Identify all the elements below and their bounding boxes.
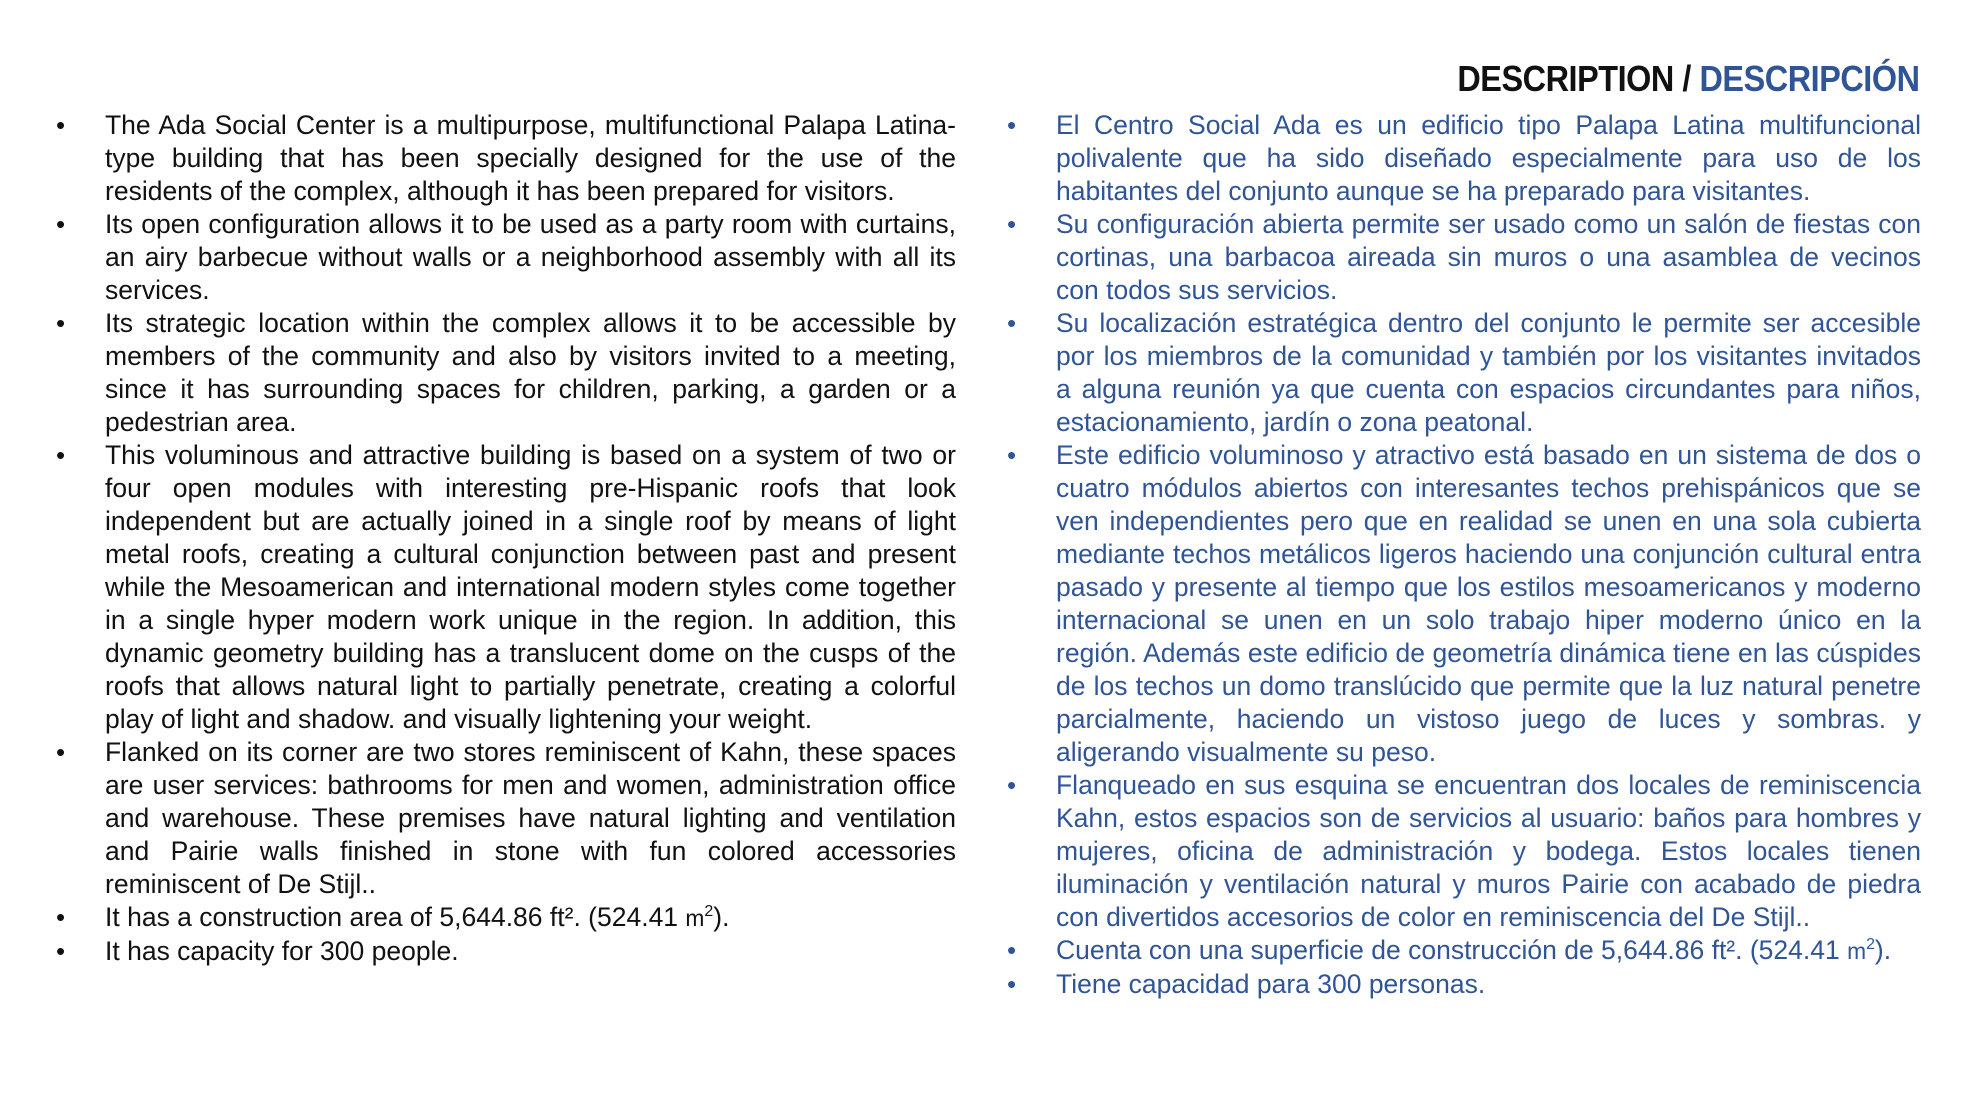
spanish-description-list bbox=[1007, 109, 1921, 1001]
english-bullet-area bbox=[56, 901, 956, 935]
page-heading bbox=[1458, 58, 1920, 100]
english-bullet-3: • Its strategic location within the complex allows it to be accessible by members of the community and also by visitors invited to a meeting, since it has surrounding spaces for children, parking, a garden or a pedestrian area. bbox=[56, 307, 956, 439]
spanish-bullet-capacity: • Tiene capacidad para 300 personas. bbox=[1007, 968, 1921, 1001]
english-bullet-2: • Its open configuration allows it to be used as a party room with curtains, an airy barbecue without walls or a neighborhood assembly with all its services. bbox=[56, 208, 956, 307]
spanish-area-suffix: ). bbox=[1874, 935, 1892, 965]
spanish-bullet-5: • Flanqueado en sus esquina se encuentran dos locales de reminiscencia Kahn, estos espacios son de servicios al usuario: baños para hombres y mujeres, oficina de administración y bodega. Estos locales tienen iluminación y ventilación natural y muros Pairie con acabado de piedra con divertidos accesorios de color en reminiscencia del De Stijl.. bbox=[1007, 769, 1921, 934]
spanish-bullet-2: • Su configuración abierta permite ser usado como un salón de fiestas con cortinas, una barbacoa aireada sin muros o una asamblea de vecinos con todos sus servicios. bbox=[1007, 208, 1921, 307]
english-bullet-1: • The Ada Social Center is a multipurpose, multifunctional Palapa Latina-type building that has been specially designed for the use of the residents of the complex, although it has been prepared for visitors. bbox=[56, 109, 956, 208]
spanish-bullet-area bbox=[1007, 934, 1921, 968]
heading-english: DESCRIPTION / bbox=[1457, 58, 1700, 99]
english-bullet-4: • This voluminous and attractive building is based on a system of two or four open modules with interesting pre-Hispanic roofs that look independent but are actually joined in a single roof by means of light metal roofs, creating a cultural conjunction between past and present while the Mesoamerican and international modern styles come together in a single hyper modern work unique in the region. In addition, this dynamic geometry building has a translucent dome on the cusps of the roofs that allows natural light to partially penetrate, creating a colorful play of light and shadow. and visually lightening your weight. bbox=[56, 439, 956, 736]
spanish-bullet-3: • Su localización estratégica dentro del conjunto le permite ser accesible por los miembros de la comunidad y también por los visitantes invitados a alguna reunión ya que cuenta con espacios circundantes para niños, estacionamiento, jardín o zona peatonal. bbox=[1007, 307, 1921, 439]
english-bullet-5: • Flanked on its corner are two stores reminiscent of Kahn, these spaces are user services: bathrooms for men and women, administration office and warehouse. These premises have natural lighting and ventilation and Pairie walls finished in stone with fun colored accessories reminiscent of De Stijl.. bbox=[56, 736, 956, 901]
spanish-bullet-4: • Este edificio voluminoso y atractivo está basado en un sistema de dos o cuatro módulos abiertos con interesantes techos prehispánicos que se ven independientes pero que en realidad se unen en una sola cubierta mediante techos metálicos ligeros haciendo una conjunción cultural entra pasado y presente al tiempo que los estilos mesoamericanos y moderno internacional se unen en un solo trabajo hiper moderno único en la región. Además este edificio de geometría dinámica tiene en las cúspides de los techos un domo translúcido que permite que la luz natural penetre parcialmente, haciendo un vistoso juego de luces y sombras. y aligerando visualmente su peso. bbox=[1007, 439, 1921, 769]
english-bullet-capacity: • It has capacity for 300 people. bbox=[56, 935, 956, 968]
english-area-suffix: ). bbox=[713, 902, 730, 932]
spanish-area-unit: m bbox=[1847, 938, 1867, 964]
spanish-bullet-1: • El Centro Social Ada es un edificio tipo Palapa Latina multifuncional polivalente que ha sido diseñado especialmente para uso de los habitantes del conjunto aunque se ha preparado para visitantes. bbox=[1007, 109, 1921, 208]
spanish-area-exponent: 2 bbox=[1866, 936, 1875, 954]
heading-spanish: DESCRIPCIÓN bbox=[1699, 58, 1920, 99]
english-area-text: It has a construction area of 5,644.86 ft². (524.41 bbox=[105, 902, 686, 932]
english-area-exponent: 2 bbox=[704, 903, 714, 921]
english-area-unit: m bbox=[685, 905, 705, 931]
english-description-list bbox=[56, 109, 956, 968]
spanish-area-text: Cuenta con una superficie de construcción de 5,644.86 ft². (524.41 bbox=[1056, 935, 1848, 965]
